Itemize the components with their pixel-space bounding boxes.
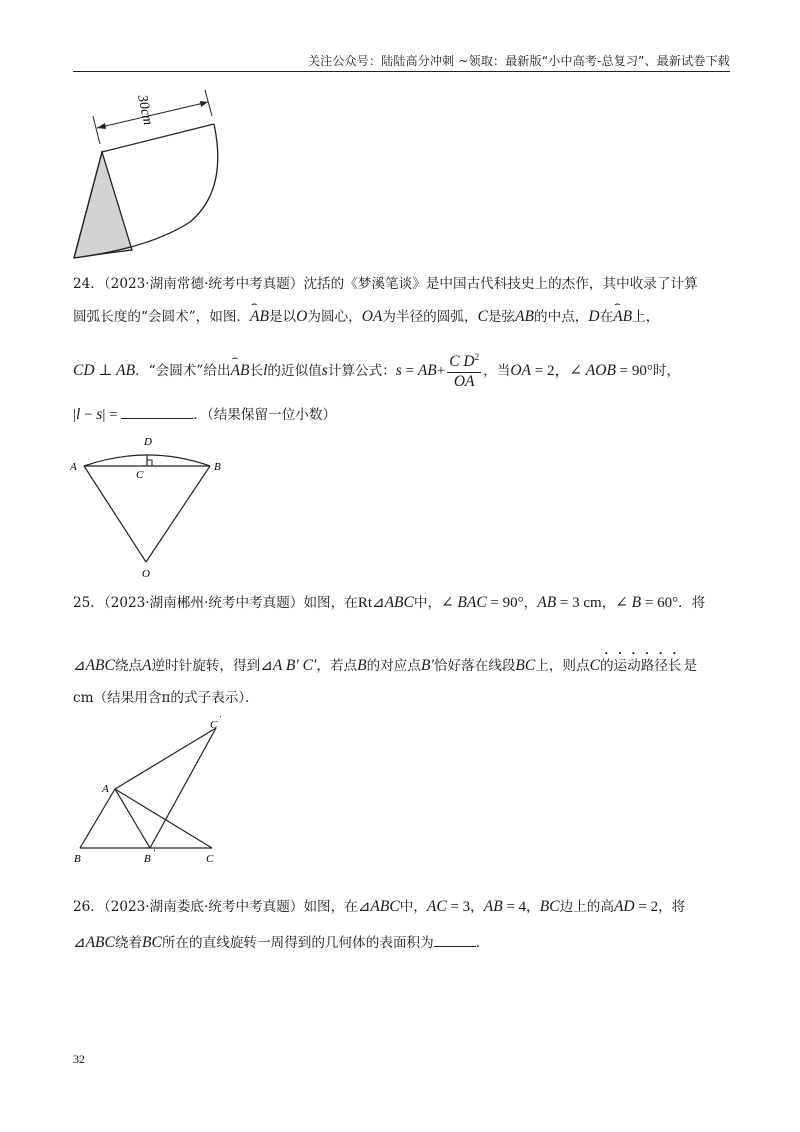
shaded-triangle xyxy=(74,152,132,258)
right-angle-mark xyxy=(147,460,152,466)
q24-line-3: CD ⊥ AB．“会圆术”给出⌢ AB长l的近似值s计算公式：s = AB+ $\frac{C D^2}{OA}$ ，当OA = 2，∠ AOB = 90°时， xyxy=(73,352,680,391)
q26-line-2: ⊿ABC绕着BC所在的直线旋转一周得到的几何体的表面积为 ． xyxy=(73,934,490,951)
label-c-prime-mark: ′ xyxy=(219,716,221,724)
q24-answer-blank[interactable] xyxy=(121,418,193,419)
header-divider xyxy=(73,71,730,72)
label-b: B xyxy=(74,853,81,865)
label-d: D xyxy=(144,436,152,448)
segment-ac xyxy=(115,789,212,848)
label-c: C xyxy=(136,469,144,481)
label-c-prime: C xyxy=(210,719,218,731)
q24-line-2: 圆弧长度的“会圆术”，如图．⌢ AB是以O为圆心，OA为半径的圆弧，C是弦AB的中点，D在⌢ AB上， xyxy=(73,308,659,327)
sector-aob-figure xyxy=(66,430,226,585)
label-a: A xyxy=(70,461,77,473)
q25-line-2: ⊿ABC绕点A逆时针旋转，得到⊿A B′ C′，若点B的对应点B′恰好落在线段BC上，则点C的运动路径长 是 xyxy=(73,657,698,674)
label-b-prime-mark: ′ xyxy=(153,848,155,858)
rotation-figure xyxy=(66,716,236,866)
page-number: 32 xyxy=(73,1052,85,1066)
label-b: B xyxy=(214,461,221,473)
segment-ab-prime xyxy=(115,789,150,848)
segment-ab xyxy=(80,789,115,848)
q25-line-1: 25．（2023·湖南郴州·统考中考真题）如图，在Rt⊿ABC中，∠ BAC = 90°，AB = 3 cm，∠ B = 60°．将 xyxy=(73,594,706,611)
segment-ob xyxy=(146,466,210,562)
q26-line-1: 26．（2023·湖南娄底·统考中考真题）如图，在⊿ABC中，AC = 3，AB = 4，BC边上的高AD = 2，将 xyxy=(73,898,686,915)
label-a: A xyxy=(102,783,109,795)
dimension-tick-left xyxy=(93,116,100,144)
label-c: C xyxy=(206,853,214,865)
segment-ac-prime xyxy=(115,728,216,789)
label-b-prime: B xyxy=(144,853,151,865)
page-header: 关注公众号：陆陆高分冲刺 ~领取：最新版“小中高考-总复习”、最新试卷下载 xyxy=(307,54,730,68)
q24-line-1: 24．（2023·湖南常德·统考中考真题）沈括的《梦溪笔谈》是中国古代科技史上的杰作，其中收录了计算 xyxy=(73,276,698,292)
label-o: O xyxy=(142,568,150,580)
radius-line xyxy=(102,124,214,152)
sector-figure xyxy=(60,82,240,267)
q26-answer-blank[interactable] xyxy=(434,946,476,947)
dimension-label: 30cm xyxy=(134,93,156,127)
q25-line-3: cm（结果用含π的式子表示）． xyxy=(73,690,259,706)
q24-line-4: |l − s| = ．（结果保留一位小数） xyxy=(73,406,337,423)
formula-fraction: $\frac{C D^2}{OA}$ xyxy=(449,352,480,390)
